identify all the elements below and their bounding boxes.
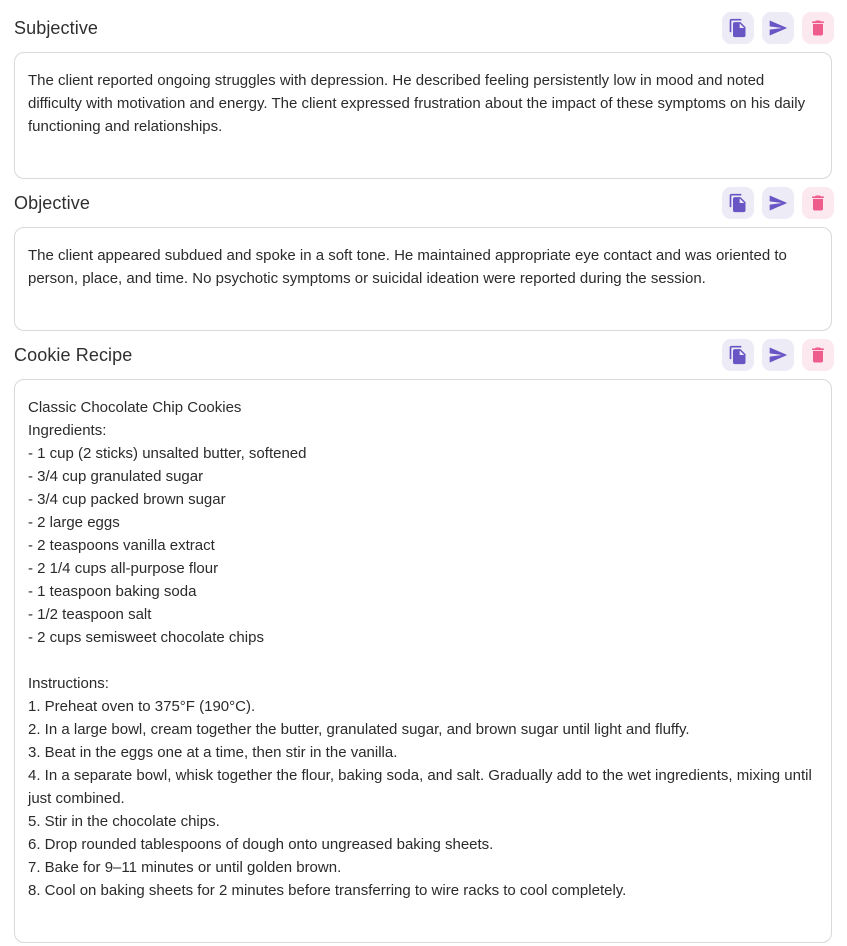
copy-button[interactable] [722,339,754,371]
section-title: Cookie Recipe [14,345,133,365]
delete-button[interactable] [802,187,834,219]
section-actions [722,12,834,44]
send-icon [768,193,788,213]
trash-icon [808,18,828,38]
send-button[interactable] [762,12,794,44]
copy-button[interactable] [722,12,754,44]
send-button[interactable] [762,339,794,371]
note-textarea[interactable] [14,227,832,331]
objective-section [14,187,834,287]
copy-icon [728,193,748,213]
section-title: Objective [14,193,90,213]
section-header [14,339,834,375]
section-actions [722,339,834,371]
send-button[interactable] [762,187,794,219]
section-header [14,187,834,223]
note-text: Classic Chocolate Chip Cookies Ingredients: - 1 cup (2 sticks) unsalted butter, softened - 3/4 cup granulated sugar - 3/4 cup packed brown sugar - 2 large eggs - 2 teaspoons vanilla extract - 2 1/4 cups all-purpose flour - 1 teaspoon baking soda - 1/2 teaspoon salt - 2 cups semisweet chocolate chips Instructions: 1. Preheat oven to 375°F (190°C). 2. In a large bowl, cream together the butter, granulated sugar, and brown sugar until light and fluffy. 3. Beat in the eggs one at a time, then stir in the vanilla. 4. In a separate bowl, whisk together the flour, baking soda, and salt. Gradually add to the wet ingredients, mixing until just combined. 5. Stir in the chocolate chips. 6. Drop rounded tablespoons of dough onto ungreased baking sheets. 7. Bake for 9–11 minutes or until golden brown. 8. Cool on baking sheets for 2 minutes before transferring to wire racks to cool completely. [28,399,812,899]
subjective-section [14,12,834,135]
send-icon [768,345,788,365]
send-icon [768,18,788,38]
delete-button[interactable] [802,339,834,371]
section-actions [722,187,834,219]
section-header [14,12,834,48]
delete-button[interactable] [802,12,834,44]
copy-icon [728,18,748,38]
trash-icon [808,345,828,365]
note-textarea[interactable] [14,379,832,943]
trash-icon [808,193,828,213]
copy-icon [728,345,748,365]
cookie-recipe-section [14,339,834,899]
copy-button[interactable] [722,187,754,219]
note-textarea[interactable] [14,52,832,179]
section-title: Subjective [14,18,99,38]
note-text: The client reported ongoing struggles with depression. He described feeling persistently low in mood and noted difficulty with motivation and energy. The client expressed frustration about the impact of these symptoms on his daily functioning and relationships. [28,72,810,135]
note-text: The client appeared subdued and spoke in a soft tone. He maintained appropriate eye contact and was oriented to person, place, and time. No psychotic symptoms or suicidal ideation were reported during the session. [28,247,792,287]
